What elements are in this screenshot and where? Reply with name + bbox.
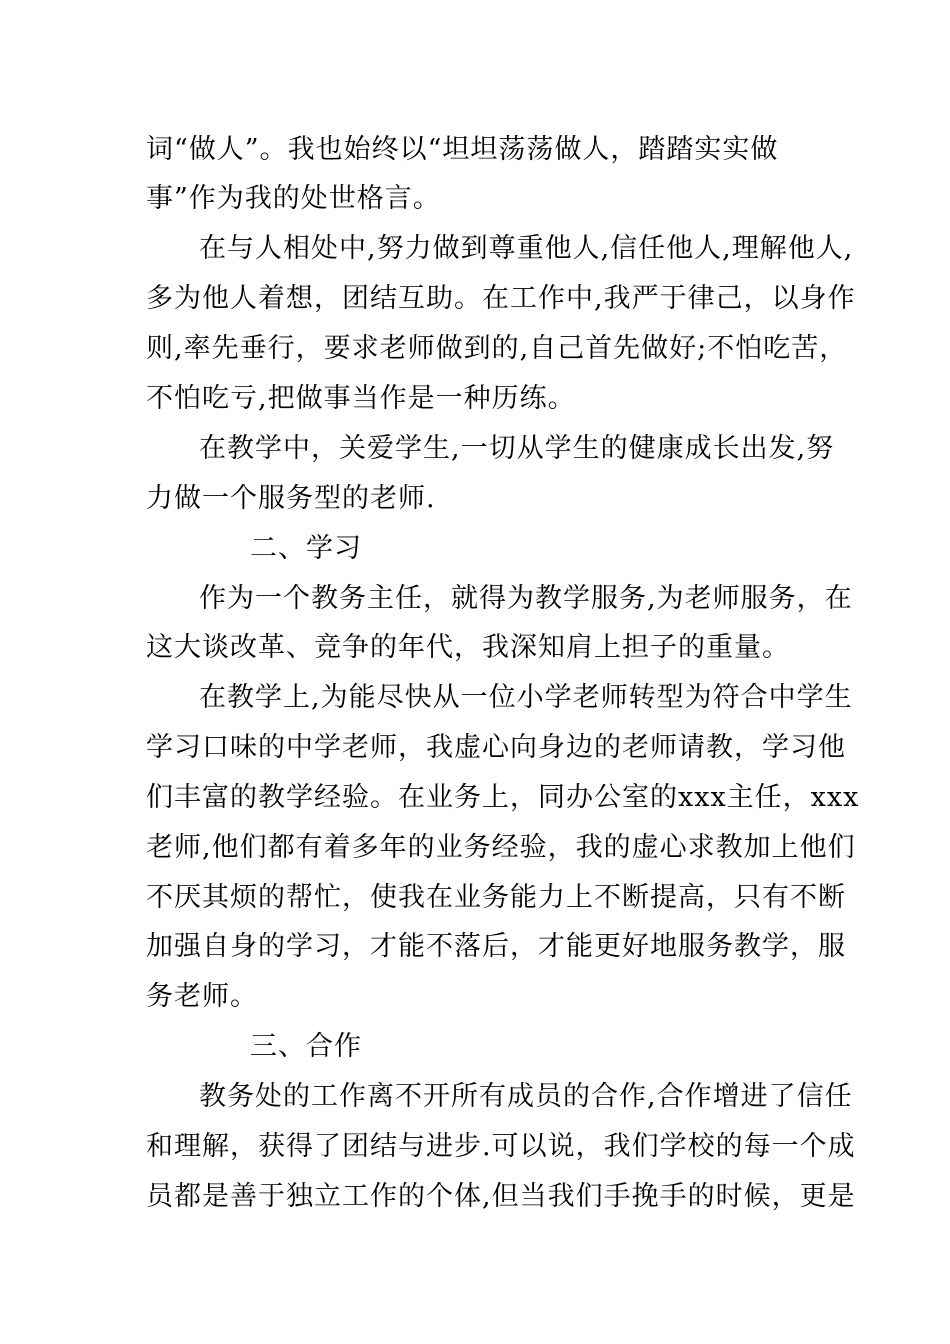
- text-line: 力做一个服务型的老师.: [146, 483, 436, 514]
- text-line: 不怕吃亏,把做事当作是一种历练。: [146, 383, 576, 414]
- text-line: 则,率先垂行，要求老师做到的,自己首先做好;不怕吃苦，: [146, 333, 848, 364]
- text-line: 学习口味的中学老师，我虚心向身边的老师请教，学习他: [146, 732, 846, 763]
- text-line: 事”作为我的处世格言。: [146, 183, 441, 214]
- paragraph-start: 在教学中，关爱学生,一切从学生的健康成长出发,努: [199, 433, 835, 464]
- paragraph-start: 在教学上,为能尽快从一位小学老师转型为符合中学生: [199, 682, 853, 713]
- text-line: 不厌其烦的帮忙，使我在业务能力上不断提高，只有不断: [146, 882, 846, 913]
- paragraph-start: 教务处的工作离不开所有成员的合作,合作增进了信任: [199, 1081, 853, 1112]
- text-line: 加强自身的学习，才能不落后，才能更好地服务教学，服: [146, 931, 846, 962]
- paragraph-start: 作为一个教务主任，就得为教学服务,为老师服务，在: [199, 583, 853, 614]
- section-heading: 二、学习: [250, 533, 362, 564]
- paragraph-start: 在与人相处中,努力做到尊重他人,信任他人,理解他人,: [199, 233, 854, 264]
- text-line: 词“做人”。我也始终以“坦坦荡荡做人，踏踏实实做: [146, 134, 779, 165]
- section-heading: 三、合作: [250, 1031, 362, 1062]
- text-line: 多为他人着想，团结互助。在工作中,我严于律己，以身作: [146, 283, 856, 314]
- text-line: 这大谈改革、竞争的年代，我深知肩上担子的重量。: [146, 632, 790, 663]
- text-line: 老师,他们都有着多年的业务经验，我的虚心求教加上他们: [146, 832, 856, 863]
- text-line: 和理解，获得了团结与进步.可以说，我们学校的每一个成: [146, 1131, 856, 1162]
- text-line: 务老师。: [146, 981, 258, 1012]
- text-line: 们丰富的教学经验。在业务上，同办公室的xxx主任，xxx: [146, 782, 860, 813]
- text-line: 员都是善于独立工作的个体,但当我们手挽手的时候，更是: [146, 1181, 856, 1212]
